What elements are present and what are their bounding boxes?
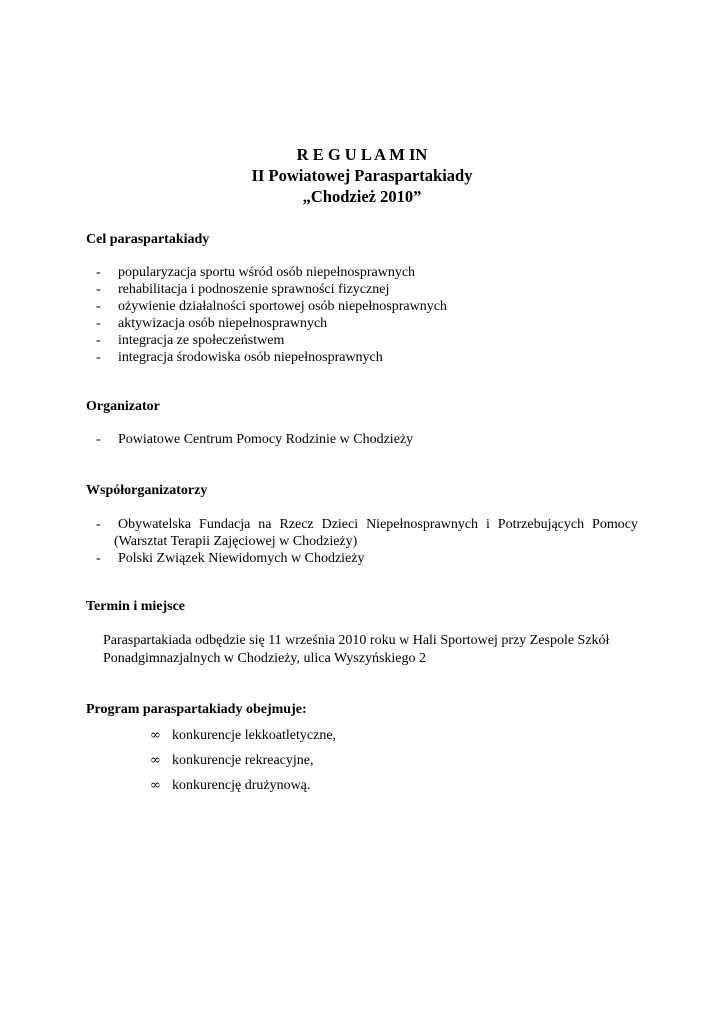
list-item-text <box>118 516 638 533</box>
section-heading-organizator: Organizator <box>86 399 160 414</box>
dash-bullet: - <box>96 282 101 297</box>
word: Potrzebujących <box>497 517 585 532</box>
dash-bullet: - <box>96 517 101 532</box>
list-item-text: integracja środowiska osób niepełnosprawnych <box>118 350 383 365</box>
dash-bullet: - <box>96 551 101 566</box>
list-item <box>96 550 638 567</box>
section-heading-cel: Cel paraspartakiady <box>86 232 210 247</box>
dash-bullet: - <box>96 350 101 365</box>
dash-bullet: - <box>96 333 101 348</box>
list-item-text: ożywienie działalności sportowej osób niepełnosprawnych <box>118 299 447 314</box>
dash-bullet: - <box>96 299 101 314</box>
word: Pomocy <box>592 517 638 532</box>
wspolorganizatorzy-list <box>96 516 638 567</box>
list-item <box>150 777 336 794</box>
title-line-event: II Powiatowej Paraspartakiady <box>251 166 473 185</box>
cel-list <box>96 264 447 366</box>
list-item <box>96 281 447 298</box>
word: i <box>485 517 490 532</box>
termin-line-1: Paraspartakiada odbędzie się 11 września 2010 roku w Hali Sportowej przy Zespole Szkół <box>103 633 610 648</box>
section-heading-program: Program paraspartakiady obejmuje: <box>86 702 307 717</box>
list-item-continuation: (Warsztat Terapii Zajęciowej w Chodzieży) <box>114 534 358 549</box>
list-item <box>150 752 336 769</box>
list-item-text: popularyzacja sportu wśród osób niepełnosprawnych <box>118 265 416 280</box>
dash-bullet: - <box>96 265 101 280</box>
list-item-text: rehabilitacja i podnoszenie sprawności fizycznej <box>118 282 390 297</box>
word: na <box>258 517 272 532</box>
dash-bullet: - <box>96 316 101 331</box>
list-item-text: konkurencje rekreacyjne, <box>172 753 314 768</box>
word: Rzecz <box>279 517 314 532</box>
program-list <box>150 727 336 802</box>
dash-bullet: - <box>96 432 101 447</box>
infinity-bullet-icon: ∞ <box>150 728 161 743</box>
list-item <box>96 431 413 448</box>
title-line-name: „Chodzież 2010” <box>302 187 422 206</box>
list-item-text: konkurencje lekkoatletyczne, <box>172 728 337 743</box>
termin-paragraph <box>103 632 638 668</box>
title-line-regulamin: R E G U L A M IN <box>296 145 428 164</box>
list-item-text: integracja ze społeczeństwem <box>118 333 285 348</box>
list-item <box>96 298 447 315</box>
list-item-text: Polski Związek Niewidomych w Chodzieży <box>118 551 365 566</box>
list-item <box>150 727 336 744</box>
word: Obywatelska <box>118 517 192 532</box>
section-heading-termin: Termin i miejsce <box>86 599 186 614</box>
infinity-bullet-icon: ∞ <box>150 753 161 768</box>
document-title <box>0 144 724 207</box>
infinity-bullet-icon: ∞ <box>150 778 161 793</box>
word: Niepełnosprawnych <box>366 517 479 532</box>
list-item-text: konkurencję drużynową. <box>172 778 311 793</box>
word: Fundacja <box>199 517 251 532</box>
word: Dzieci <box>321 517 359 532</box>
list-item <box>96 315 447 332</box>
list-item <box>96 264 447 281</box>
list-item <box>96 516 638 533</box>
list-item-text: aktywizacja osób niepełnosprawnych <box>118 316 328 331</box>
section-heading-wspolorganizatorzy: Współorganizatorzy <box>86 483 208 498</box>
list-item <box>96 332 447 349</box>
organizator-list <box>96 431 413 448</box>
list-item <box>96 349 447 366</box>
termin-line-2: Ponadgimnazjalnych w Chodzieży, ulica Wyszyńskiego 2 <box>103 651 427 666</box>
list-item-text: Powiatowe Centrum Pomocy Rodzinie w Chodzieży <box>118 432 414 447</box>
